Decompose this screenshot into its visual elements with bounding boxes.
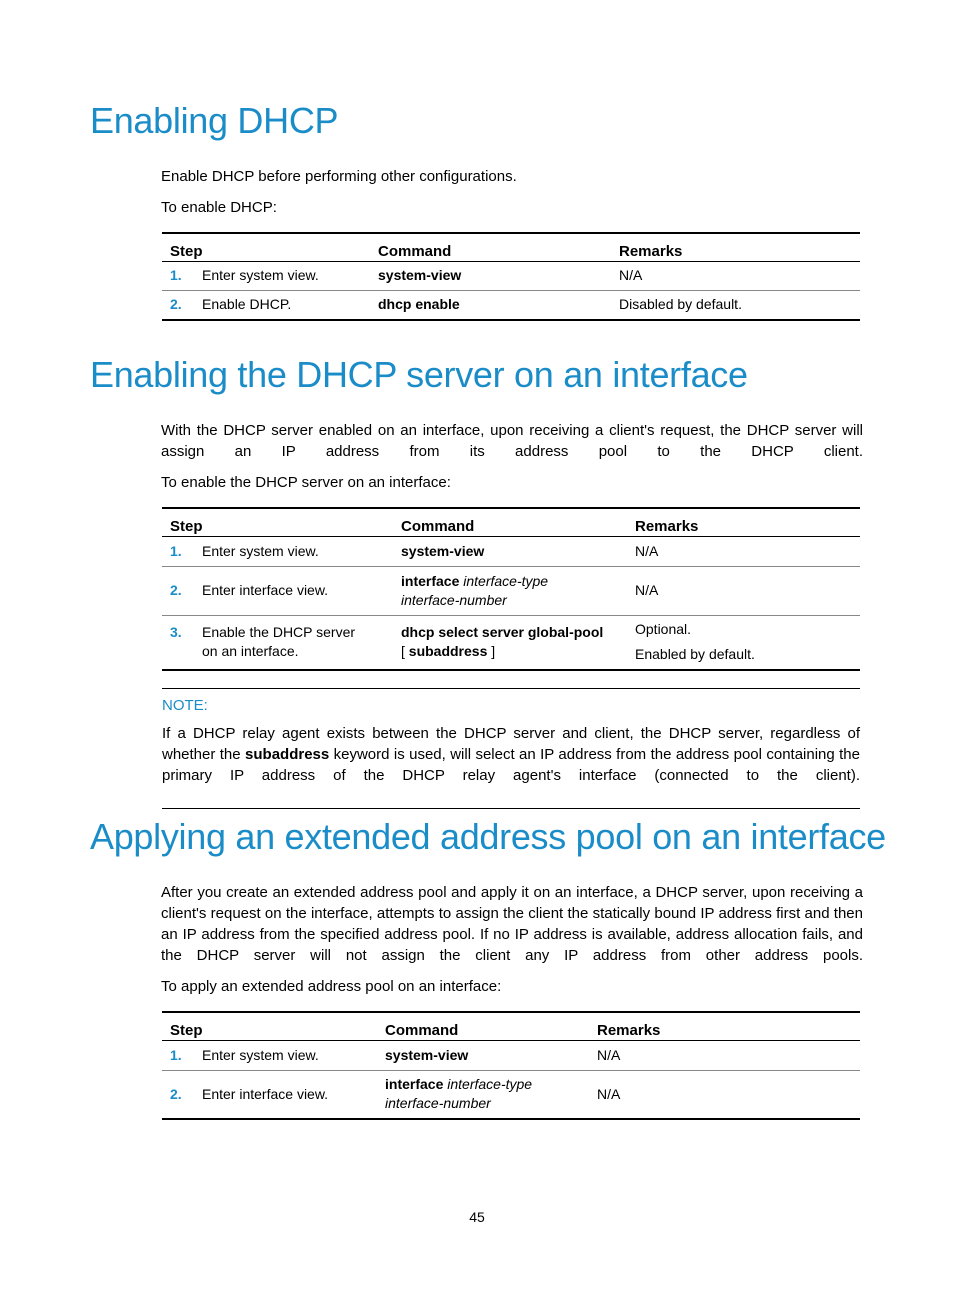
header-step: Step <box>162 508 393 536</box>
command-keyword: dhcp enable <box>378 296 460 313</box>
remarks-line: Enabled by default. <box>635 646 755 663</box>
step-number: 2. <box>170 296 182 313</box>
table-row <box>162 615 860 670</box>
command-keyword: interface <box>401 572 460 589</box>
step-number: 1. <box>170 267 182 283</box>
table-row <box>162 1040 860 1070</box>
table-header-row <box>162 233 860 261</box>
bracket-open: [ <box>401 643 409 660</box>
table-row <box>162 261 860 290</box>
step-text: Enable DHCP. <box>202 296 292 313</box>
table-row <box>162 1070 860 1119</box>
section1-lead: To enable DHCP: <box>161 199 277 216</box>
note-box <box>162 688 860 809</box>
command-argument: interface-type <box>463 572 549 589</box>
command-keyword: interface <box>385 1076 444 1093</box>
step-text: Enter system view. <box>202 542 319 559</box>
header-step: Step <box>162 1012 377 1040</box>
remarks-cell: N/A <box>627 566 860 615</box>
header-remarks: Remarks <box>611 233 860 261</box>
header-remarks: Remarks <box>627 508 860 536</box>
note-text: If a DHCP relay agent exists between the DHCP server and client, the DHCP server, regardless of whether the subaddress keyword is used, will select an IP address from the address pool containing the primary IP address of the DHCP relay agent's interface (connected to the client). <box>162 725 860 784</box>
remarks-line: Optional. <box>635 621 692 638</box>
step-text: Enter interface view. <box>202 1085 329 1102</box>
command-keyword: system-view <box>401 542 485 559</box>
section2-lead: To enable the DHCP server on an interface: <box>161 474 451 491</box>
section3-intro: After you create an extended address pool and apply it on an interface, a DHCP server, upon receiving a client's request on the interface, attempts to assign the client the statically bound IP address first and then an IP address from the specified address pool. If no IP address is available, address allocation fails, and the DHCP server will not assign the client any IP address from other address pools. <box>161 884 863 964</box>
command-argument: interface-number <box>401 591 507 608</box>
header-remarks: Remarks <box>589 1012 860 1040</box>
section-title-enabling-dhcp-server: Enabling the DHCP server on an interface <box>90 354 748 395</box>
header-command: Command <box>393 508 627 536</box>
command-keyword: dhcp select server global-pool <box>401 624 604 641</box>
step-number: 3. <box>170 624 182 641</box>
section2-table <box>162 507 860 671</box>
section3-table <box>162 1011 860 1120</box>
note-label: NOTE: <box>162 697 208 714</box>
section3-lead: To apply an extended address pool on an interface: <box>161 978 502 995</box>
remarks-cell: Disabled by default. <box>611 290 860 320</box>
step-text: Enable the DHCP server on an interface. <box>202 624 356 660</box>
step-text: Enter interface view. <box>202 582 329 598</box>
table-row <box>162 566 860 615</box>
remarks-cell: N/A <box>597 1046 621 1063</box>
note-keyword: subaddress <box>245 746 330 763</box>
section-title-applying-extended-pool: Applying an extended address pool on an interface <box>90 816 886 857</box>
step-text: Enter system view. <box>202 1046 319 1063</box>
table-row <box>162 536 860 566</box>
command-argument: interface-type <box>447 1076 533 1093</box>
step-number: 2. <box>170 1085 182 1102</box>
remarks-cell: N/A <box>619 267 643 283</box>
command-argument: interface-number <box>385 1095 491 1112</box>
step-text: Enter system view. <box>202 267 319 283</box>
step-number: 1. <box>170 542 182 559</box>
table-header-row <box>162 508 860 536</box>
header-command: Command <box>370 233 611 261</box>
step-number: 1. <box>170 1046 182 1063</box>
bracket-close: ] <box>487 643 496 660</box>
page-number: 45 <box>469 1209 485 1225</box>
command-keyword: subaddress <box>408 643 488 660</box>
section2-intro: With the DHCP server enabled on an interface, upon receiving a client's request, the DHCP server will assign an IP address from its address pool to the DHCP client. <box>161 422 863 460</box>
command-keyword: system-view <box>378 267 462 283</box>
section-title-enabling-dhcp: Enabling DHCP <box>90 100 339 141</box>
header-command: Command <box>377 1012 589 1040</box>
step-number: 2. <box>170 582 182 598</box>
remarks-cell: N/A <box>635 542 659 559</box>
header-step: Step <box>162 233 370 261</box>
table-row <box>162 290 860 320</box>
table-header-row <box>162 1012 860 1040</box>
command-keyword: system-view <box>385 1046 469 1063</box>
section1-table <box>162 232 860 321</box>
remarks-cell: N/A <box>589 1070 860 1119</box>
section1-intro: Enable DHCP before performing other configurations. <box>161 168 517 185</box>
